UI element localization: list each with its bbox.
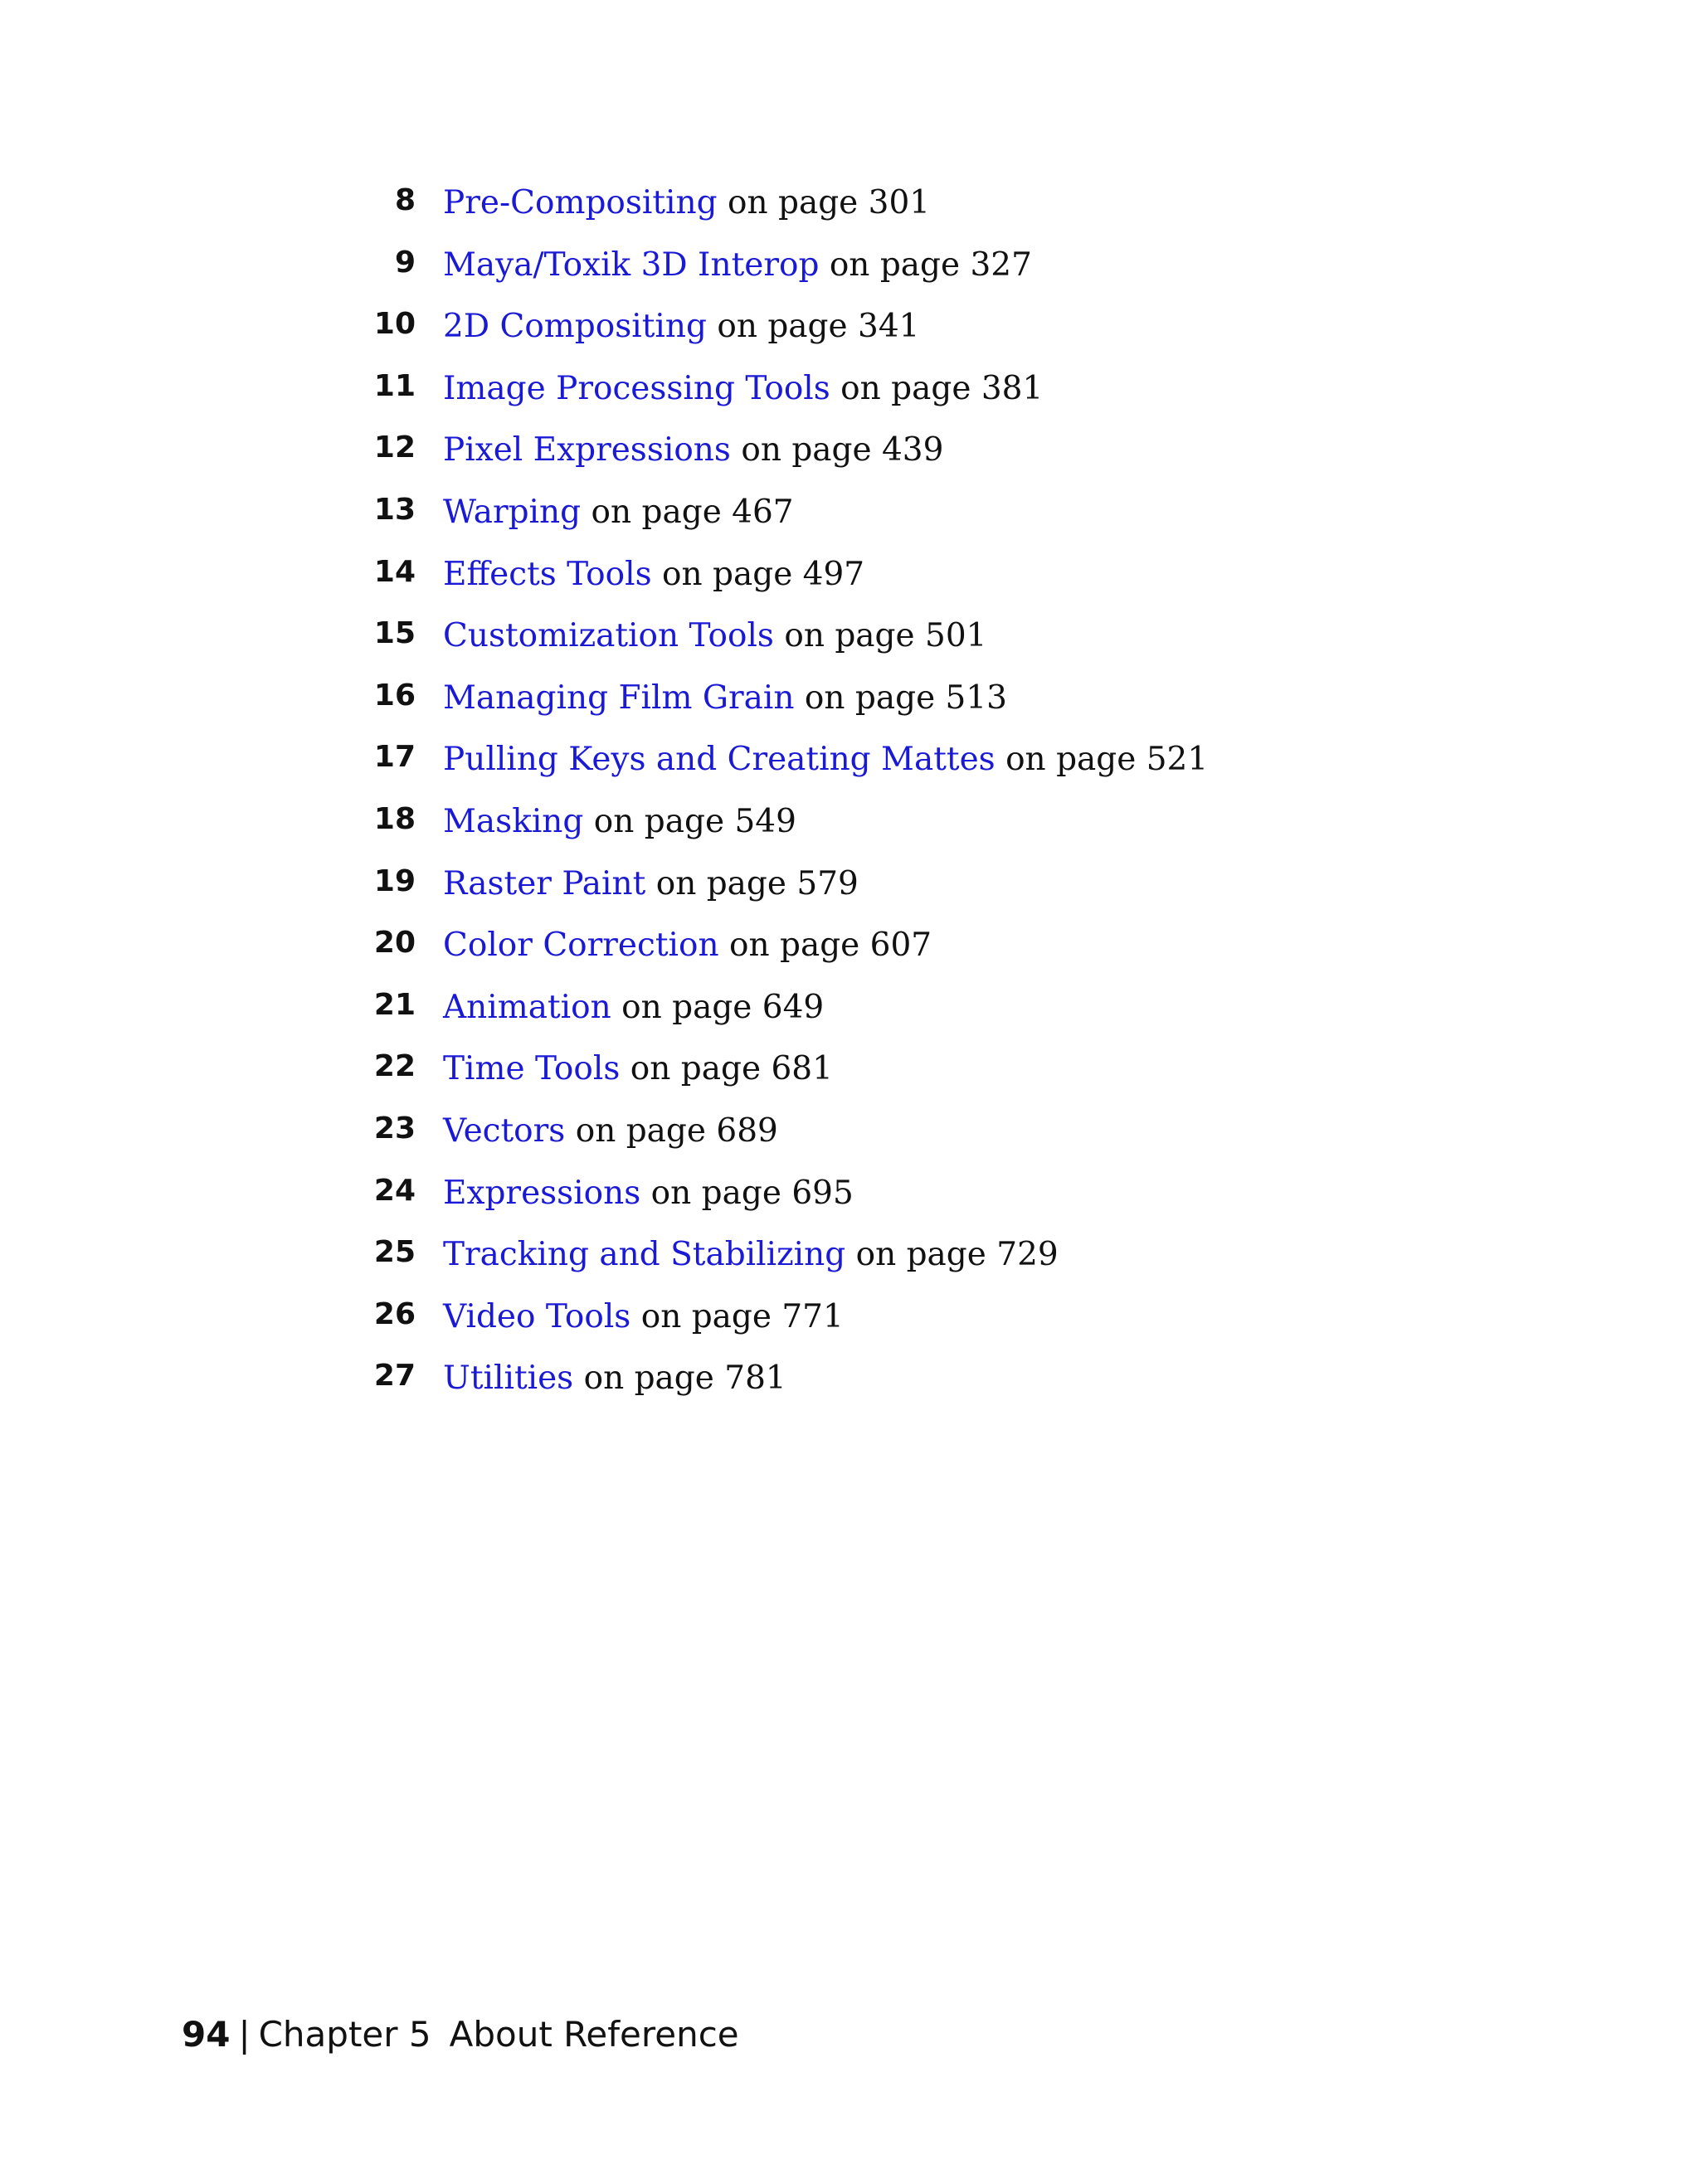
page-footer — [182, 2014, 739, 2055]
toc-entry-text — [443, 1230, 1059, 1280]
toc-entry-text — [443, 1169, 854, 1218]
toc-entry-number: 15 — [373, 616, 416, 651]
toc-entry-text — [443, 241, 1032, 290]
toc-entry-page-ref: on page 729 — [845, 1236, 1059, 1274]
toc-entry-link[interactable]: Warping — [443, 493, 582, 531]
toc-entry-link[interactable]: Effects Tools — [443, 555, 652, 593]
toc-entry-number: 20 — [373, 926, 416, 961]
toc-entry-page-ref: on page 341 — [706, 308, 920, 346]
toc-entry-page-ref: on page 467 — [581, 493, 794, 531]
toc-entry-number: 16 — [373, 678, 416, 713]
footer-chapter-title: About Reference — [449, 2014, 739, 2055]
toc-entry-text — [443, 735, 1208, 785]
toc-entry-text — [443, 178, 930, 228]
toc-entry-text — [443, 1107, 778, 1156]
toc-entry-number: 25 — [373, 1235, 416, 1270]
toc-entry-text — [443, 611, 986, 661]
toc-entry-text — [443, 859, 859, 909]
toc-entry-link[interactable]: Expressions — [443, 1174, 641, 1212]
toc-entry-link[interactable]: Video Tools — [443, 1297, 631, 1335]
toc-entry-page-ref: on page 513 — [794, 679, 1007, 717]
toc-entry-page-ref: on page 301 — [717, 184, 931, 221]
toc-entry-link[interactable]: Customization Tools — [443, 617, 774, 655]
toc-entry-number: 26 — [373, 1296, 416, 1331]
footer-separator: | — [238, 2014, 251, 2055]
toc-entry-page-ref: on page 327 — [819, 246, 1032, 284]
toc-entry-page-ref: on page 579 — [645, 864, 859, 902]
toc-entry-link[interactable]: Utilities — [443, 1360, 574, 1398]
toc-entry-page-ref: on page 649 — [611, 988, 825, 1026]
toc-entry-text — [443, 488, 794, 537]
toc-entry-number: 18 — [373, 801, 416, 836]
toc-entry-number: 13 — [373, 492, 416, 527]
toc-entry-page-ref: on page 439 — [730, 431, 944, 469]
toc-entry-page-ref: on page 497 — [651, 555, 865, 593]
toc-entry-number: 21 — [373, 987, 416, 1022]
toc-entry-link[interactable]: Tracking and Stabilizing — [443, 1236, 846, 1274]
toc-entry-link[interactable]: Pulling Keys and Creating Mattes — [443, 741, 996, 779]
toc-entry-page-ref: on page 607 — [718, 927, 932, 965]
toc-entry-number: 12 — [373, 430, 416, 465]
toc-entry-page-ref: on page 695 — [640, 1174, 854, 1212]
toc-entry-text — [443, 426, 943, 475]
toc-entry-number: 9 — [394, 245, 416, 280]
toc-entry-text — [443, 364, 1043, 414]
toc-entry-page-ref: on page 781 — [573, 1360, 786, 1398]
toc-entry-link[interactable]: Maya/Toxik 3D Interop — [443, 246, 820, 284]
toc-entry-text — [443, 302, 919, 352]
toc-entry-page-ref: on page 501 — [773, 617, 987, 655]
toc-entry-text — [443, 1354, 786, 1403]
toc-entry-text — [443, 550, 864, 600]
toc-entry-link[interactable]: Pixel Expressions — [443, 431, 731, 469]
footer-chapter: Chapter 5 — [258, 2014, 431, 2055]
toc-entry-link[interactable]: Managing Film Grain — [443, 679, 795, 717]
toc-entry-link[interactable]: Animation — [443, 988, 611, 1026]
toc-entry-link[interactable]: Vectors — [443, 1111, 566, 1150]
toc-entry-link[interactable]: Masking — [443, 802, 584, 840]
toc-entry-number: 24 — [373, 1173, 416, 1208]
footer-page-number: 94 — [182, 2014, 231, 2055]
toc-entry-text — [443, 1292, 844, 1342]
toc-entry-number: 22 — [373, 1049, 416, 1084]
toc-entry-number: 27 — [373, 1359, 416, 1394]
toc-entry-number: 23 — [373, 1111, 416, 1146]
toc-entry-text — [443, 797, 796, 847]
toc-entry-link[interactable]: Color Correction — [443, 927, 719, 965]
toc-entry-page-ref: on page 681 — [620, 1050, 833, 1088]
toc-entry-page-ref: on page 771 — [630, 1297, 844, 1335]
toc-entry-link[interactable]: 2D Compositing — [443, 308, 707, 346]
toc-entry-number: 11 — [373, 368, 416, 403]
toc-entry-page-ref: on page 521 — [995, 741, 1209, 779]
toc-entry-text — [443, 921, 932, 970]
toc-entry-text — [443, 1044, 833, 1094]
toc-entry-link[interactable]: Image Processing Tools — [443, 369, 830, 407]
toc-entry-link[interactable]: Time Tools — [443, 1050, 621, 1088]
toc-entry-page-ref: on page 381 — [830, 369, 1044, 407]
toc-entry-number: 17 — [373, 740, 416, 775]
toc-entry-page-ref: on page 689 — [565, 1111, 778, 1150]
toc-entry-page-ref: on page 549 — [583, 802, 796, 840]
toc-entry-text — [443, 983, 824, 1033]
toc-entry-number: 19 — [373, 863, 416, 898]
toc-entry-number: 14 — [373, 554, 416, 589]
toc-entry-link[interactable]: Raster Paint — [443, 864, 646, 902]
toc-entry-number: 8 — [394, 183, 416, 217]
toc-entry-number: 10 — [373, 307, 416, 342]
toc-entry-text — [443, 674, 1007, 723]
toc-entry-link[interactable]: Pre-Compositing — [443, 184, 718, 221]
